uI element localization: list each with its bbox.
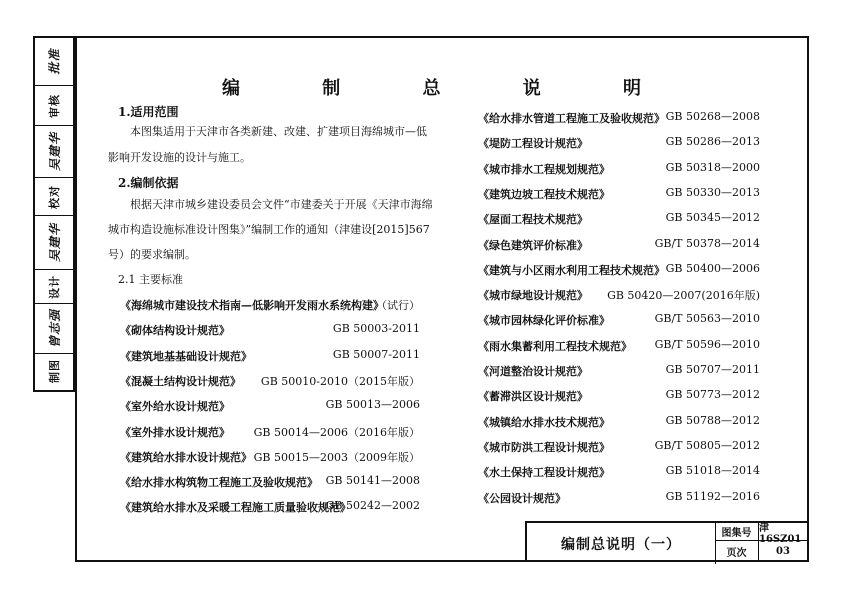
right-standard-row	[478, 110, 760, 124]
strip-cell-design	[35, 270, 73, 304]
set-number-label: 图集号	[715, 523, 759, 541]
right-standard-row	[478, 161, 760, 175]
left-standard-code: GB 50014—2006（2016年版）	[253, 425, 420, 439]
strip-cell-check	[35, 178, 73, 216]
right-standard-row	[478, 363, 760, 377]
left-standard-name: 《室外给水设计规范》	[120, 400, 230, 414]
left-standard-code: GB 50003-2011	[332, 322, 420, 336]
left-standard-row	[120, 424, 420, 438]
left-standard-row	[120, 348, 420, 362]
right-standard-code: GB 50345—2012	[665, 211, 760, 225]
scope-line-1: 本图集适用于天津市各类新建、改建、扩建项目海绵城市—低	[130, 125, 427, 138]
page-title: 编 制 总 说 明	[221, 78, 680, 99]
right-standard-row	[478, 186, 760, 200]
left-standard-row	[120, 474, 420, 488]
strip-check-sig: 吴建华	[47, 222, 62, 263]
right-standard-code: GB 50788—2012	[665, 413, 760, 427]
strip-draw-label: 制图	[48, 359, 61, 383]
right-standard-code: GB 50330—2013	[665, 185, 760, 199]
right-standard-code: GB/T 50805—2012	[654, 438, 760, 452]
right-standard-code: GB 51192—2016	[665, 489, 760, 503]
right-standard-code: GB/T 50596—2010	[654, 337, 760, 351]
right-standard-name: 《建筑边坡工程技术规范》	[478, 187, 610, 201]
right-standard-code: GB 50773—2012	[665, 388, 760, 402]
left-standard-code: GB 50013—2006	[325, 398, 420, 412]
set-number-value: 津16SZ01	[759, 523, 807, 541]
scope-line-2: 影响开发设施的设计与施工。	[108, 151, 251, 164]
heading-main-standards: 2.1 主要标准	[118, 273, 183, 286]
left-standard-code: GB 50007-2011	[332, 347, 420, 361]
strip-cell-design-sig	[35, 304, 73, 354]
right-standard-name: 《屋面工程技术规范》	[478, 213, 588, 227]
right-standard-row	[478, 490, 760, 504]
right-standard-row	[478, 388, 760, 402]
strip-design-label: 设计	[48, 274, 61, 299]
right-standard-code: GB 50318—2000	[665, 160, 760, 174]
right-standard-row	[478, 287, 760, 301]
strip-design-sig: 曾志强	[47, 308, 62, 349]
right-standard-row	[478, 312, 760, 326]
right-standard-row	[478, 237, 760, 251]
right-standard-name: 《城市园林绿化评价标准》	[478, 314, 610, 328]
right-standard-name: 《雨水集蓄利用工程技术规范》	[478, 339, 632, 353]
right-standard-code: GB 50268—2008	[665, 110, 760, 123]
left-standard-row	[120, 449, 420, 463]
page-number-value: 03	[776, 546, 790, 557]
left-standard-name: 《建筑给水排水及采暖工程施工质量验收规范》	[120, 501, 351, 515]
strip-cell-check-sig	[35, 216, 73, 270]
right-standard-name: 《建筑与小区雨水利用工程技术规范》	[478, 263, 665, 277]
page-number-label: 页次	[715, 541, 759, 562]
left-standard-code: GB 50242—2002	[325, 499, 420, 513]
left-standard-code: （试行）	[376, 299, 420, 312]
right-standard-name: 《水土保持工程设计规范》	[478, 466, 610, 480]
right-standard-code: GB 50707—2011	[665, 363, 760, 376]
right-standard-name: 《绿色建筑评价标准》	[478, 238, 588, 252]
right-standard-code: GB 50286—2013	[665, 135, 760, 149]
strip-cell-review-sig	[35, 126, 73, 178]
right-standard-name: 《城市防洪工程设计规范》	[478, 440, 610, 454]
left-standard-name: 《给水排水构筑物工程施工及验收规范》	[120, 476, 318, 490]
right-standard-name: 《蓄滞洪区设计规范》	[478, 390, 588, 404]
right-standard-name: 《堤防工程设计规范》	[478, 137, 588, 151]
right-standard-code: GB/T 50563—2010	[654, 312, 760, 326]
right-standard-row	[478, 464, 760, 478]
heading-scope: 1.适用范围	[118, 105, 179, 119]
title-block-name: 编制总说明（一）	[527, 523, 716, 564]
right-standard-name: 《公园设计规范》	[478, 491, 566, 505]
left-standard-row	[120, 373, 420, 387]
left-standard-row	[120, 398, 420, 412]
right-standard-code: GB 50420—2007(2016年版)	[607, 289, 760, 303]
title-block	[525, 521, 809, 562]
strip-check-label: 校对	[48, 184, 61, 209]
strip-review-sig: 吴建华	[47, 131, 62, 172]
strip-cell-draw	[35, 354, 73, 388]
left-standard-name: 《砌体结构设计规范》	[120, 324, 230, 338]
strip-review-label: 审核	[48, 93, 61, 118]
right-standard-name: 《城市排水工程规划规范》	[478, 162, 610, 176]
left-standard-code: GB 50010-2010（2015年版）	[260, 374, 420, 388]
basis-line-3: 号）的要求编制。	[108, 248, 196, 261]
left-standard-code: GB 50141—2008	[325, 474, 420, 488]
right-standard-name: 《城镇给水排水技术规范》	[478, 415, 610, 429]
left-standard-row	[120, 499, 420, 513]
right-standard-name: 《河道整治设计规范》	[478, 365, 588, 378]
right-standard-code: GB 51018—2014	[665, 464, 760, 478]
right-standard-row	[478, 211, 760, 225]
left-standard-name: 《建筑地基基础设计规范》	[120, 349, 252, 363]
right-standard-code: GB/T 50378—2014	[654, 236, 760, 250]
left-standard-name: 《混凝土结构设计规范》	[120, 374, 241, 388]
right-standard-row	[478, 262, 760, 276]
left-standard-name: 《海绵城市建设技术指南—低影响开发雨水系统构建》	[120, 299, 384, 312]
left-standard-row	[120, 322, 420, 336]
left-standard-row	[120, 297, 420, 311]
left-standard-name: 《室外排水设计规范》	[120, 425, 230, 439]
right-standard-row	[478, 439, 760, 453]
right-standard-row	[478, 135, 760, 149]
right-standard-row	[478, 414, 760, 428]
right-standard-name: 《城市绿地设计规范》	[478, 289, 588, 303]
right-standard-name: 《给水排水管道工程施工及验收规范》	[478, 112, 665, 125]
strip-approve-label: 批准	[47, 48, 62, 75]
basis-line-2: 城市构造设施标准设计图集》”编制工作的通知（津建设[2015]567	[108, 223, 430, 236]
basis-line-1: 根据天津市城乡建设委员会文件“市建委关于开展《天津市海绵	[130, 198, 433, 211]
left-standard-code: GB 50015—2003（2009年版）	[253, 450, 420, 464]
right-standard-row	[478, 338, 760, 352]
heading-basis: 2.编制依据	[118, 176, 179, 190]
right-standard-code: GB 50400—2006	[665, 261, 760, 275]
left-standard-name: 《建筑给水排水设计规范》	[120, 450, 252, 464]
